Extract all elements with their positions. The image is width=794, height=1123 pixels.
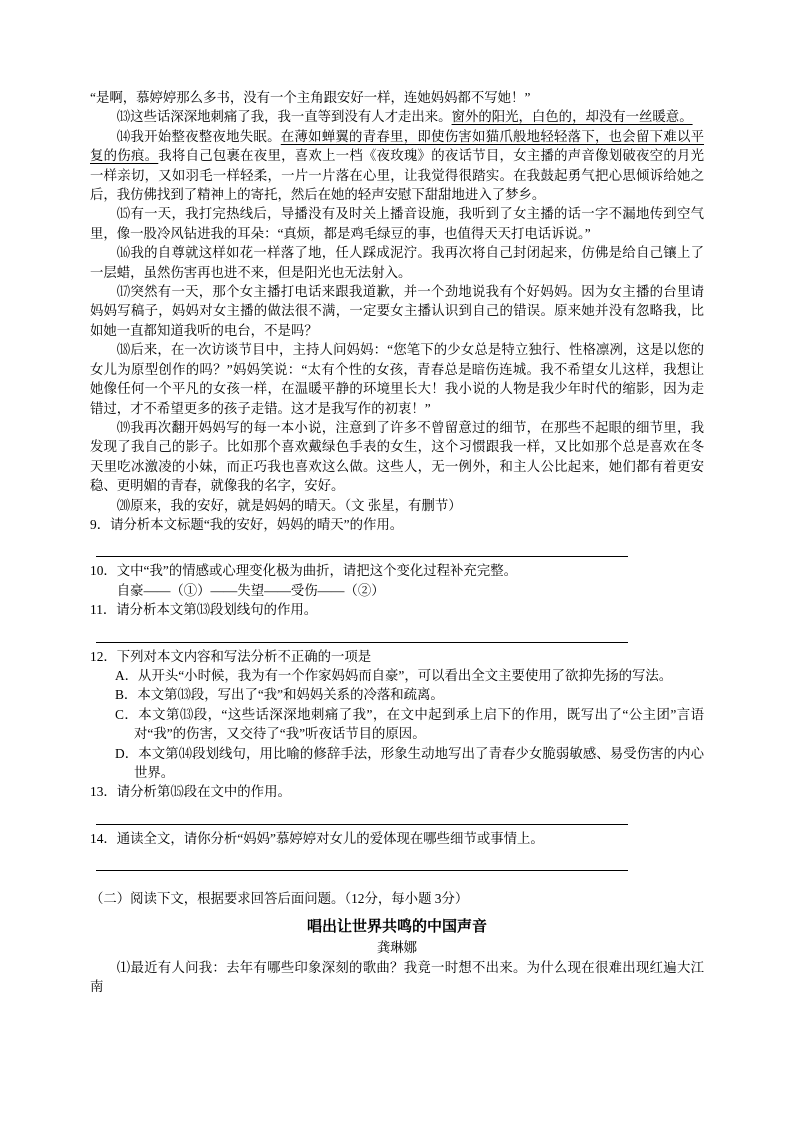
question-12-option-c: C．本文第⒀段，“这些话深深地刺痛了我”，在文中起到承上启下的作用，既写出了“公主团”言语对“我”的伤害，又交待了“我”听夜话节目的原因。 [115,706,704,742]
section-2-header: （二）阅读下文，根据要求回答后面问题。（12分，每小题 3分） [90,891,469,907]
question-12-option-a: A．从开头“小时候，我为有一个作家妈妈而自豪”，可以看出全文主要使用了欲抑先扬的写法。 [115,667,673,683]
question-14: 14．通读全文，请你分析“妈妈”慕婷婷对女儿的爱体现在哪些细节或事情上。 [90,830,544,846]
question-11: 11．请分析本文第⒀段划线句的作用。 [90,602,318,618]
answer-line-q13 [96,802,628,825]
paragraph-17: ⒄突然有一天，那个女主播打电话来跟我道歉，并一个劲地说我有个好妈妈。因为女主播的台里请妈妈写稿子，妈妈对女主播的做法很不满，一定要女主播认识到自己的错误。原来她并没有忽略我，比如她一直都知道我听的电台，不是吗？ [90,284,704,338]
paragraph-14 [90,127,704,205]
paragraph-13 [90,107,704,126]
question-12-option-b: B．本文第⒀段，写出了“我”和妈妈关系的冷落和疏离。 [115,687,444,703]
paragraph-14-lead: ⒁我开始整夜整夜地失眠。 [116,128,281,144]
article-2-title: 唱出让世界共鸣的中国声音 [306,918,487,935]
article-2-author: 龚琳娜 [376,939,418,955]
paragraph-18: ⒅后来，在一次访谈节目中，主持人问妈妈：“您笔下的少女总是特立独行、性格凛冽，这是以您的女儿为原型创作的吗？”妈妈笑说：“太有个性的女孩，青春总是暗伤连城。我不希望女儿这样，我想让她像任何一个平凡的女孩一样，在温暖平静的环境里长大！我小说的人物是我少年时代的缩影，因为走错过，才不希望更多的孩子走错。这才是我写作的初衷！” [90,342,704,416]
paragraph-14-underlined-sentence: 在薄如蝉翼的青春里，即使伤害如猫爪般地轻轻落下，也会留下难以平复的伤痕。 [90,128,705,164]
answer-line-q14 [96,848,628,871]
question-10-blank-sequence: 自豪——（①）——失望——受伤——（②） [116,582,385,598]
question-13: 13．请分析第⒂段在文中的作用。 [90,784,291,800]
dialogue-quote-line: “是啊，慕婷婷那么多书，没有一个主角跟安好一样，连她妈妈都不写她！” [90,90,531,105]
paragraph-20: ⒇原来，我的安好，就是妈妈的晴天。（文 张星，有删节） [116,497,462,513]
question-12-option-d: D．本文第⒁段划线句，用比喻的修辞手法，形象生动地写出了青春少女脆弱敏感、易受伤害的内心世界。 [115,745,704,780]
paragraph-19: ⒆我再次翻开妈妈写的每一本小说，注意到了许多不曾留意过的细节，在那些不起眼的细节里，我发现了我自己的影子。比如那个喜欢戴绿色手表的女生，这个习惯跟我一样，又比如那个总是喜欢在冬天里吃冰激凌的小妹，而正巧我也喜欢这么做。这些人，无一例外，和主人公比起来，她们都有着更安稳、更明媚的青春，就像我的名字，安好。 [90,419,704,494]
paragraph-15: ⒂有一天，我打完热线后，导播没有及时关上播音设施，我听到了女主播的话一字不漏地传到空气里，像一股冷风钻进我的耳朵：“真烦，都是鸡毛绿豆的事，也值得天天打电话诉说。” [90,206,704,241]
paragraph-13-text: ⒀这些话深深地刺痛了我，我一直等到没有人才走出来。 [116,109,452,125]
paragraph-13-underlined-sentence: 窗外的阳光，白色的，却没有一丝暖意。 [451,109,693,125]
answer-line-q11 [96,620,628,643]
paragraph-16: ⒃我的自尊就这样如花一样落了地，任人踩成泥泞。我再次将自己封闭起来，仿佛是给自己镶上了一层蜡，虽然伤害再也进不来，但是阳光也无法射入。 [90,245,704,280]
answer-line-q9 [96,534,628,557]
question-12: 12．下列对本文内容和写法分析不正确的一项是 [90,648,372,664]
question-10: 10．文中“我”的情感或心理变化极为曲折，请把这个变化过程补充完整。 [90,563,517,579]
question-9: 9．请分析本文标题“我的安好，妈妈的晴天”的作用。 [90,516,404,532]
article-2-paragraph-1: ⑴最近有人问我：去年有哪些印象深刻的歌曲？我竟一时想不出来。为什么现在很难出现红遍大江南 [90,960,704,995]
paragraph-14-rest: 我将自己包裹在夜里，喜欢上一档《夜玫瑰》的夜话节目，女主播的声音像划破夜空的月光一样亲切，又如羽毛一样轻柔，一片一片落在心里，让我觉得很踏实。在我鼓起勇气把心思倾诉给她之后，我仿佛找到了精神上的寄托，然后在她的轻声安慰下甜甜地进入了梦乡。 [90,148,705,203]
